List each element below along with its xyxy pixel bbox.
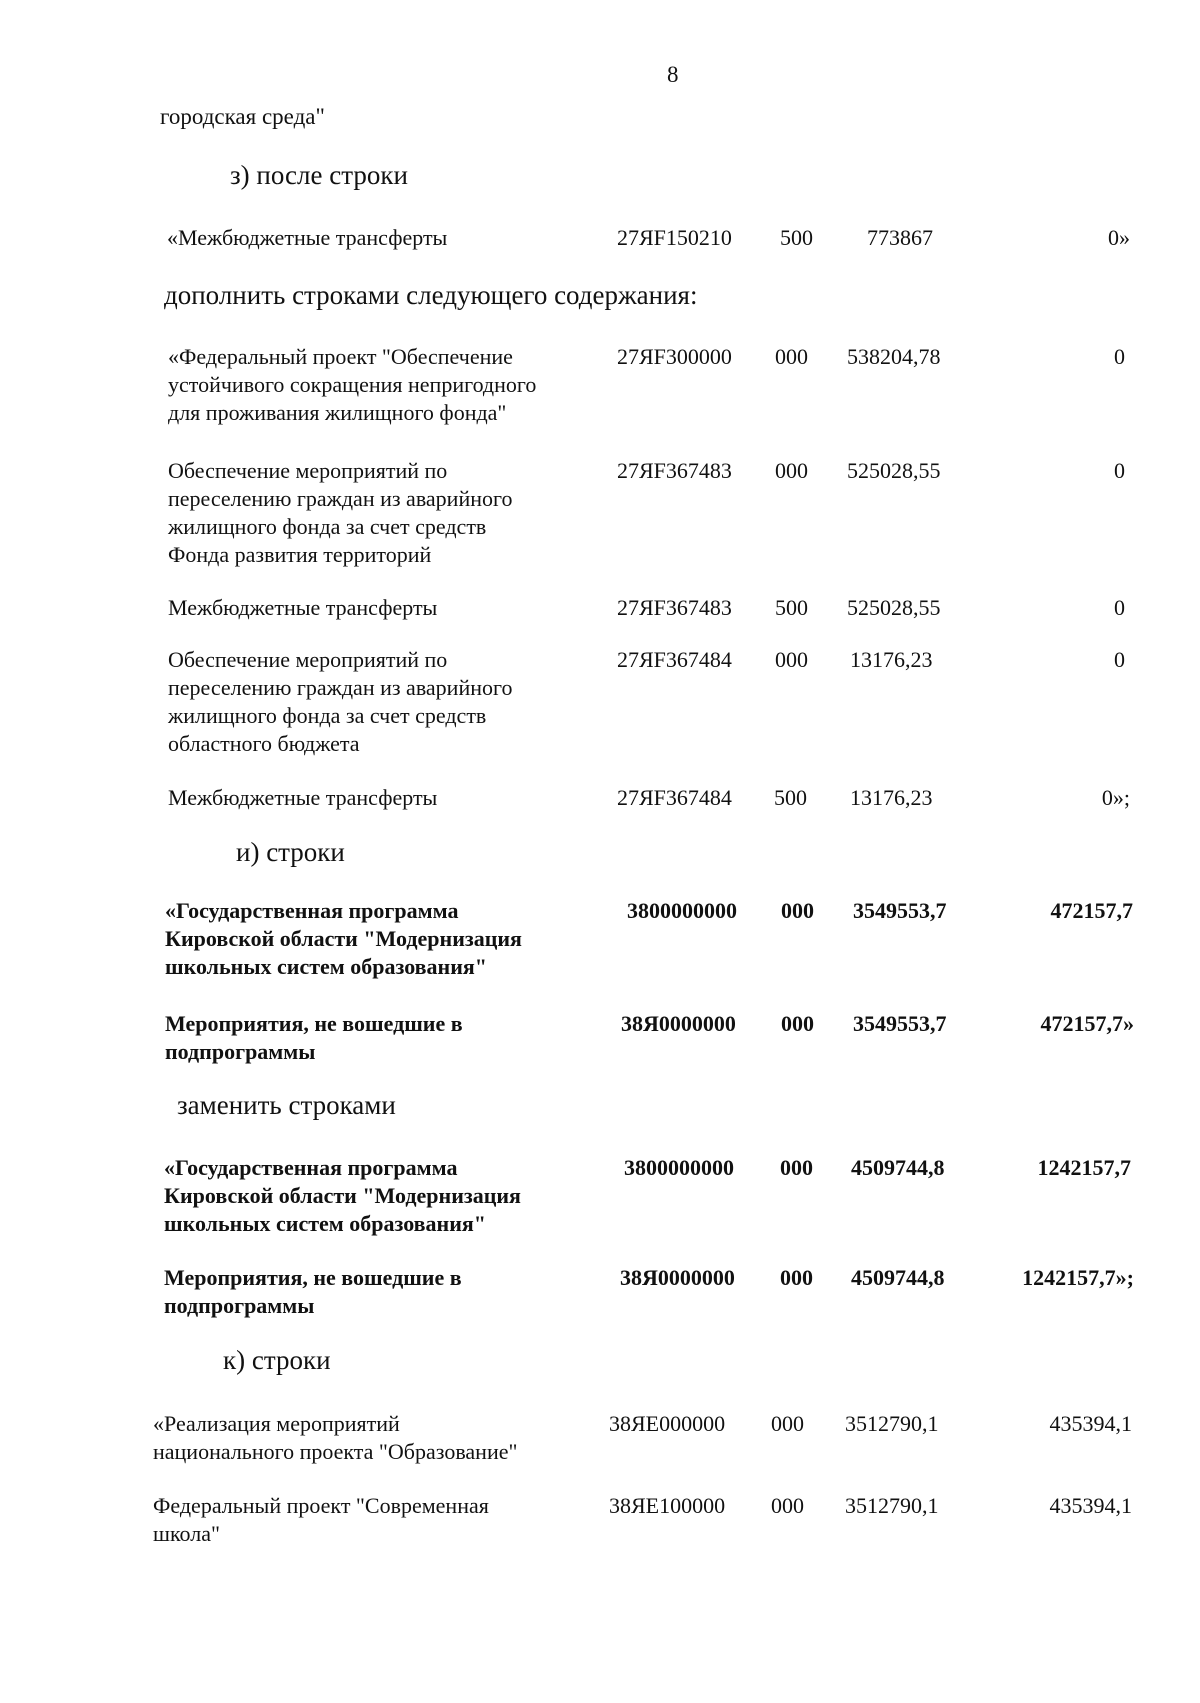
row-type: 000 <box>771 1411 804 1436</box>
row-type: 000 <box>781 898 814 923</box>
continued-text: городская среда" <box>160 104 325 129</box>
row-value-1: 4509744,8 <box>851 1155 945 1180</box>
row-code: 27ЯF367484 <box>617 647 732 672</box>
section-k-heading: к) строки <box>223 1345 331 1375</box>
row-value-1: 525028,55 <box>847 458 941 483</box>
row-name: Мероприятия, не вошедшие в подпрограммы <box>165 1011 463 1064</box>
row-type: 000 <box>780 1155 813 1180</box>
row-value-2: 0 <box>1114 647 1125 672</box>
row-type: 500 <box>774 785 807 810</box>
row-value-1: 4509744,8 <box>851 1265 945 1290</box>
row-value-2: 1242157,7 <box>1037 1155 1131 1180</box>
row-type: 000 <box>775 458 808 483</box>
row-type: 000 <box>775 647 808 672</box>
row-value-2: 0 <box>1114 344 1125 369</box>
row-type: 000 <box>780 1265 813 1290</box>
row-code: 38Я0000000 <box>621 1011 736 1036</box>
row-code: 38Я0000000 <box>620 1265 735 1290</box>
row-type: 000 <box>775 344 808 369</box>
row-name: Федеральный проект "Современная школа" <box>153 1493 489 1546</box>
row-type: 500 <box>775 595 808 620</box>
row-code: 38ЯЕ000000 <box>609 1411 726 1436</box>
row-value-2: 435394,1 <box>1049 1493 1132 1518</box>
row-name: «Государственная программа Кировской области "Модернизация школьных систем образования" <box>164 1155 521 1236</box>
row-name: «Государственная программа Кировской области "Модернизация школьных систем образования" <box>165 898 522 979</box>
row-value-2: 0 <box>1114 458 1125 483</box>
row-name: Обеспечение мероприятий по переселению граждан из аварийного жилищного фонда за счет средств Фонда развития территорий <box>168 458 513 567</box>
row-value-2: 0» <box>1108 225 1130 250</box>
row-value-2: 0»; <box>1101 785 1130 810</box>
row-value-1: 773867 <box>867 225 933 250</box>
row-value-2: 472157,7» <box>1040 1011 1134 1036</box>
row-value-1: 525028,55 <box>847 595 941 620</box>
row-name: «Реализация мероприятий национального проекта "Образование" <box>153 1411 518 1464</box>
row-value-2: 435394,1 <box>1049 1411 1132 1436</box>
row-value-1: 3512790,1 <box>845 1411 939 1436</box>
row-value-1: 13176,23 <box>850 785 933 810</box>
page-number: 8 <box>667 62 679 87</box>
row-name: «Межбюджетные трансферты <box>167 225 448 250</box>
row-type: 500 <box>780 225 813 250</box>
row-name: Обеспечение мероприятий по переселению граждан из аварийного жилищного фонда за счет средств областного бюджета <box>168 647 513 756</box>
row-value-1: 538204,78 <box>847 344 941 369</box>
row-code: 3800000000 <box>624 1155 734 1180</box>
row-code: 27ЯF367483 <box>617 595 732 620</box>
row-value-2: 472157,7 <box>1050 898 1133 923</box>
row-value-1: 13176,23 <box>850 647 933 672</box>
add-rows-heading: дополнить строками следующего содержания: <box>164 280 698 310</box>
row-value-2: 1242157,7»; <box>1022 1265 1134 1290</box>
row-value-1: 3549553,7 <box>853 898 947 923</box>
row-value-1: 3512790,1 <box>845 1493 939 1518</box>
row-value-1: 3549553,7 <box>853 1011 947 1036</box>
replace-rows-heading: заменить строками <box>177 1090 396 1120</box>
section-z-heading: з) после строки <box>230 160 408 190</box>
row-code: 27ЯF150210 <box>617 225 732 250</box>
row-code: 38ЯЕ100000 <box>609 1493 726 1518</box>
row-code: 27ЯF367484 <box>617 785 732 810</box>
row-code: 27ЯF300000 <box>617 344 732 369</box>
row-name: «Федеральный проект "Обеспечение устойчивого сокращения непригодного для проживания жилищного фонда" <box>168 344 537 425</box>
row-code: 27ЯF367483 <box>617 458 732 483</box>
row-type: 000 <box>781 1011 814 1036</box>
row-type: 000 <box>771 1493 804 1518</box>
row-code: 3800000000 <box>627 898 737 923</box>
section-i-heading: и) строки <box>236 837 345 867</box>
row-name: Межбюджетные трансферты <box>168 785 438 810</box>
row-name: Межбюджетные трансферты <box>168 595 438 620</box>
row-value-2: 0 <box>1114 595 1125 620</box>
row-name: Мероприятия, не вошедшие в подпрограммы <box>164 1265 462 1318</box>
